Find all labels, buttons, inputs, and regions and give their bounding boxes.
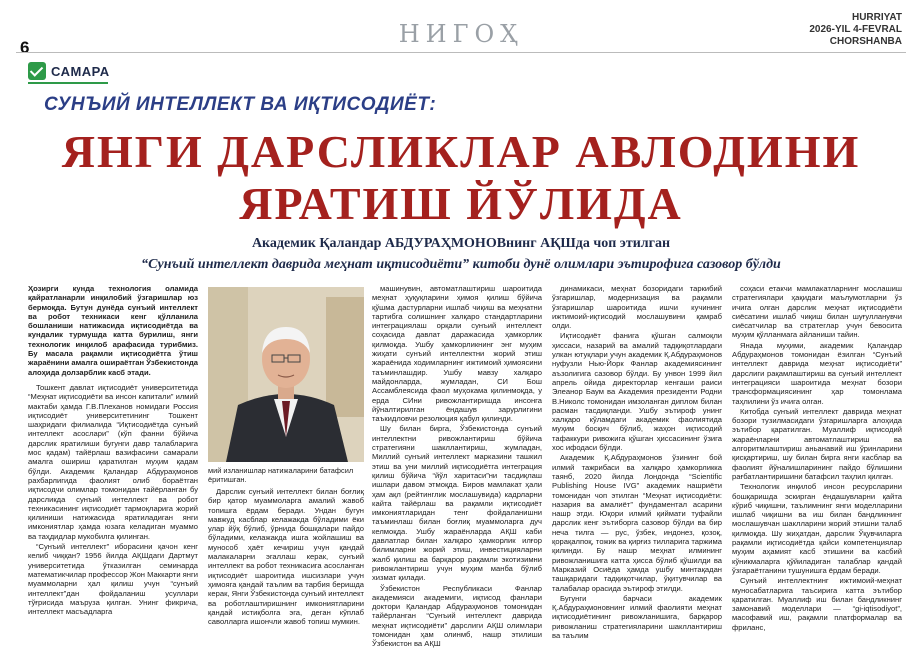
body-paragraph: Тошкент давлат иқтисодиёт университетида “Меҳнат иқтисодиёти ва инсон капитали” илмий мактаби ҳамда Г.В.Плеханов номидаги Россия иқтисодиёт университетининг Тошкент шаҳридаги филиалида “Иқтисодиётда сунъий интеллект асослари” (кўп фанни бўйича дарслик яратилиши бугунги давр талабларига мос қадам) тайёрлаш вазифасини самарали амалга ошириш қаратилган муҳим қадам бўлди. Академик Қаландар Абдураҳмонов рахбарлигида фаолият олиб бораётган иқтисодчи олимлар томонидан тайёрланган бу дарсликда сунъий интеллект ва робот техникасининг иқтисодиёт тармоқларига жорий қилиниши натижасида яратиладиган янги имкониятлар ҳамда юзага келадиган муаммо ва таҳдидлар мукобилга қилинган.	[28, 382, 198, 541]
body-paragraph: Китобда сунъий интеллект даврида меҳнат бозори тузилмасидаги ўзгаришларга алоҳида эътибор қаратилган. Муаллиф иқтисодий жараёнларни автоматлаштириш ва алгоритмлаштириш аньанавий иш ўринларини қисқартириш, шу билан бирга янги касблар ва фаолият йўналишларининг пайдо бўлишини рағбатлантиришини батафсил таҳлил қилган.	[732, 406, 902, 481]
body-paragraph: Янада муҳими, академик Қаландар Абдураҳмонов томонидан ёзилган “Сунъий интеллект даврида меҳнат иқтисодиёти” дарслиги рақамлаштириш ва сунъий интеллект интеграцияси шароитида меҳнат бозори трансформациясининг ҳар томонлама таҳлилини ўз ичига олган.	[732, 340, 902, 406]
headline-line-1: ЯНГИ ДАРСЛИКЛАР АВЛОДИНИ	[61, 126, 861, 177]
body-paragraph: динамикаси, меҳнат бозоридаги таркибий ўзгаришлар, модернизация ва рақамли ўзгаришлар шароитида ишчи кучининг ижтимоий-иқтисодий мослашувини қамраб олди.	[552, 284, 722, 331]
article-column-5	[732, 284, 902, 632]
issue-date: 2026-YIL 4-FEVRAL	[809, 24, 902, 35]
article-column-4	[552, 284, 722, 640]
portrait-illustration	[208, 287, 364, 462]
body-paragraph: Иқтисодиёт фанига қўшган салмоқли ҳиссаси, назарий ва амалий тадқиқотлардаги улкан ютуқлари учун академик Қ.Абдураҳмонов нуфузли Нью-Йорк Фанлар академиясининг аъзолигига сазовор бўлди. Бу унвон 1999 йил апрель ойида директорлар кенгаши раиси Элеанор Баум ва Академия президенти Родни В.Николс томонидан имзоланган диплом билан расман тасдиқланди. Ушбу эътироф унинг халқаро кўламдаги академик фаолиятида муҳим босқич бўлиб, жаҳон иқтисодий тафаккури ривожига қўшган ҳиссасининг ўзига хос ифодаси бўлди.	[552, 331, 722, 453]
article-column-1	[28, 284, 198, 620]
portrait-photo	[208, 287, 364, 462]
body-paragraph: соҳаси етакчи мамлакатларнинг мослашиш стратегиялари ҳақидаги маълумотларни ўз ичига олган дарслик меҳнат иқтисодиёти сиёсатини ишлаб чиқиш билан шуғулланувчи сиёсатчилар ва стратеглар учун бевосита муҳим қўлланмага айланиши тайин.	[732, 284, 902, 340]
section-underline	[28, 82, 108, 84]
lead-paragraph: Ҳозирги кунда технология оламида қайратланарли инқилобий ўзгаришлар юз бермоқда. Бутун дунёда сунъий интеллект ва робот техникаси кенг қўлланила бошланиши натижасида иқтисодиётда ва кундалик турмушда катта бурилиш, янги технологик инқилоб арафасида турибмиз. Бу масала рақамли иқтисодиётга ўтиш жараёнини амалга ошираётган Ўзбекистонда алоҳида долзарблик касб этади.	[28, 284, 199, 377]
headline	[0, 126, 922, 230]
section-tag	[28, 62, 110, 80]
subtitle: “Сунъий интеллект даврида меҳнат иқтисодиёти” китоби дунё олимлари эътирофига сазовор бўлди	[141, 257, 781, 272]
body-paragraph: машинувин, автоматлаштириш шароитида меҳнат ҳуқуқларини ҳимоя қилиш бўйича қўшма дастурларни ишлаб чиқиш ва меҳнатни тартибга солишнинг халқаро стандартларини интеграциялаш орқали сунъий интеллект соҳасида давлат даражасида ҳамкорлик қилмоқда. Ушбу ҳамкорликнинг энг муҳим жиҳати сунъий интеллектни жорий этиш жараёнида ходимларнинг ижтимоий ҳимоясини таъминлашдир. Ушбу мавзу халқаро майдонларда, жумладан, СИ Бош Ассамблеясида фаол муҳокама қилинмоқда, у ерда СИни ривожлантиришда инсонга йўналтирилган ёндашув зарурлигини таъкидловчи резолюция қабул қилинди.	[372, 284, 542, 424]
issue-weekday: CHORSHANBA	[829, 36, 902, 47]
check-icon	[28, 62, 46, 80]
body-paragraph: Дарслик сунъий интеллект билан боғлиқ бир қатор муаммоларга амалий жавоб топишга ёрдам беради. Ундан бугун мавжуд касблар келажакда бўладими ёки улар йўқ бўлиб, ўрнида бошқалари пайдо бўладими, келажакда ишга жойлашиш ва мунособ ҳаёт кечириш учун қандай малакаларни эгаллаш керак, сунъий интеллект ва робот техникасига асосланган иқтисодиёт шароитида ишсизлари учун ҳимояга қандай таълим ва тарбия беришда керак, Янги Ўзбекистонда сунъий интеллект ва роботлаштиришнинг имкониятларини қандай истиқболга эга, деган кўплаб саволларга ишончли жавоб топиш мумкин.	[208, 487, 364, 627]
paper-name: HURRIYAT	[851, 12, 902, 23]
body-paragraph: Ўзбекистон Республикаси Фанлар академияси академиги, иқтисод фанлари доктори Қаландар Абдураҳмонов томонидан тайёрланган “Сунъий интеллект даврида меҳнат иқтисодиёти” дарслиги АҚШ олимлари томонидан ҳам олинмб, нашр этилиши Ўзбекистон ва АҚШ	[372, 583, 542, 649]
header-info	[809, 12, 902, 48]
photo-caption: мий изланишлар натижаларини батафсил ёритишган.	[208, 466, 354, 484]
article-column-2	[208, 487, 364, 627]
body-paragraph: Бугунги барчаси академик Қ.Абдураҳмоновнинг илмий фаолияти меҳнат иқтисодиётининг ривожланишига, барқарор ривожланиш стратегияларини шакллантириш ва таълим	[552, 593, 722, 640]
byline: Академик Қаландар АБДУРАҲМОНОВнинг АҚШда чоп этилган	[251, 236, 671, 251]
body-paragraph: Сунъий интеллектнинг ижтимоий-меҳнат муносабатларига таъсирига катта эътибор қаратилган. Муаллиф иш билан бандликнинг замонавий моделлари — “gi-iqtisodiyot”, масофавий иш, рақамли платформалар ва фриланс,	[732, 576, 902, 632]
article-column-3	[372, 284, 542, 649]
page-number: 6	[20, 38, 30, 57]
body-paragraph: Технологик инқилоб инсон ресурсларини бошқаришда эскирган ёндашувларни қайта кўриб чиқишни, таълимнинг янги моделларини ишлаб чиқишни ва иш билан бандликнинг мослашувчан шаклларини жорий этишни талаб қилмоқда. Шу жиҳатдан, дарслик Ўқувчиларга рақамли иқтисодиётда қайси компетенциялар муҳим аҳамият касб этишини ва касбий кўникмаларга қўйиладиган талаблар қандай ўзгараётганини тушунишга ёрдам беради.	[732, 482, 902, 575]
body-paragraph: Шу билан бирга, Ўзбекистонда сунъий интеллектни ривожлантириш бўйича стратегияни шакллантириш, жумладан, Миллий сунъий интеллект марказини ташкил этиш ва уни миллий иқтисодиётга интеграция қилиш бўйича “йўл харитаси”ни тасдиқлаш ишлари давом этмоқда. Биров мамлакат ҳали ҳам ақл (рейтинглик мослашувида) кадрларни кайта тайёрлаш ва рақамли иқтисодиёт имкониятларидан тенг фойдаланишни таъминлаш билан боғлиқ муаммоларга дуч келмоқда. Ушбу жараёнларда АҚШ каби давлатлар билан халқаро ҳамкорлик илғор билимларни жорий этиш, инвестицияларни жалб қилиш ва барқарор рақамли экотизимни ривожлантириш учун муҳим манба бўлиб хизмат қилади.	[372, 424, 542, 583]
body-paragraph: Академик Қ.Абдураҳмонов ўзининг бой илмий тажрибаси ва халқаро ҳамкорликка таянб, 2020 йилда Лондонда “Scientific Publishing House IVG” академик нашриёти томонидан чоп этилган “Меҳнат иқтисодиёти: назария ва амалиёт” фундаментал асарини нашр этди. Юқори илмий қиймати туфайли дарслик кенг эътиборга сазовор бўлди ва бир неча тилга — рус, ўзбек, индонез, қозоқ, қорақалпоқ, тожик ва қирғиз тилларига таржима қилинди. Бу нашр меҳнат илмининг ривожланишига катта ҳисса бўлиб қўшилди ва Марказий Осиёда ҳамда ушбу минтақадан ташқаридаги тадқиқотчилар, ўқитувчилар ва талабалар орасида эътироф этилди.	[552, 453, 722, 593]
body-paragraph: “Сунъий интеллект” иборасини қачон кенг келиб чиққан? 1956 йилда АҚШдаги Дартмут университетида ўтказилган семинарда математикчилар профессор Жон Маккарти янги муаммоларни ҳал қилиш учун “сунъий интеллект”дан фойдаланиш усуллари тўғрисида маъруза қилган. Унинг фикрича, интеллект масъадларга	[28, 542, 198, 617]
section-label: САМАРА	[51, 63, 110, 79]
masthead: НИГОҲ	[398, 20, 524, 48]
kicker: СУНЪИЙ ИНТЕЛЛЕКТ ВА ИҚТИСОДИЁТ:	[44, 94, 437, 115]
headline-line-2: ЯРАТИШ ЙЎЛИДА	[239, 178, 683, 229]
header-rule	[16, 52, 906, 53]
